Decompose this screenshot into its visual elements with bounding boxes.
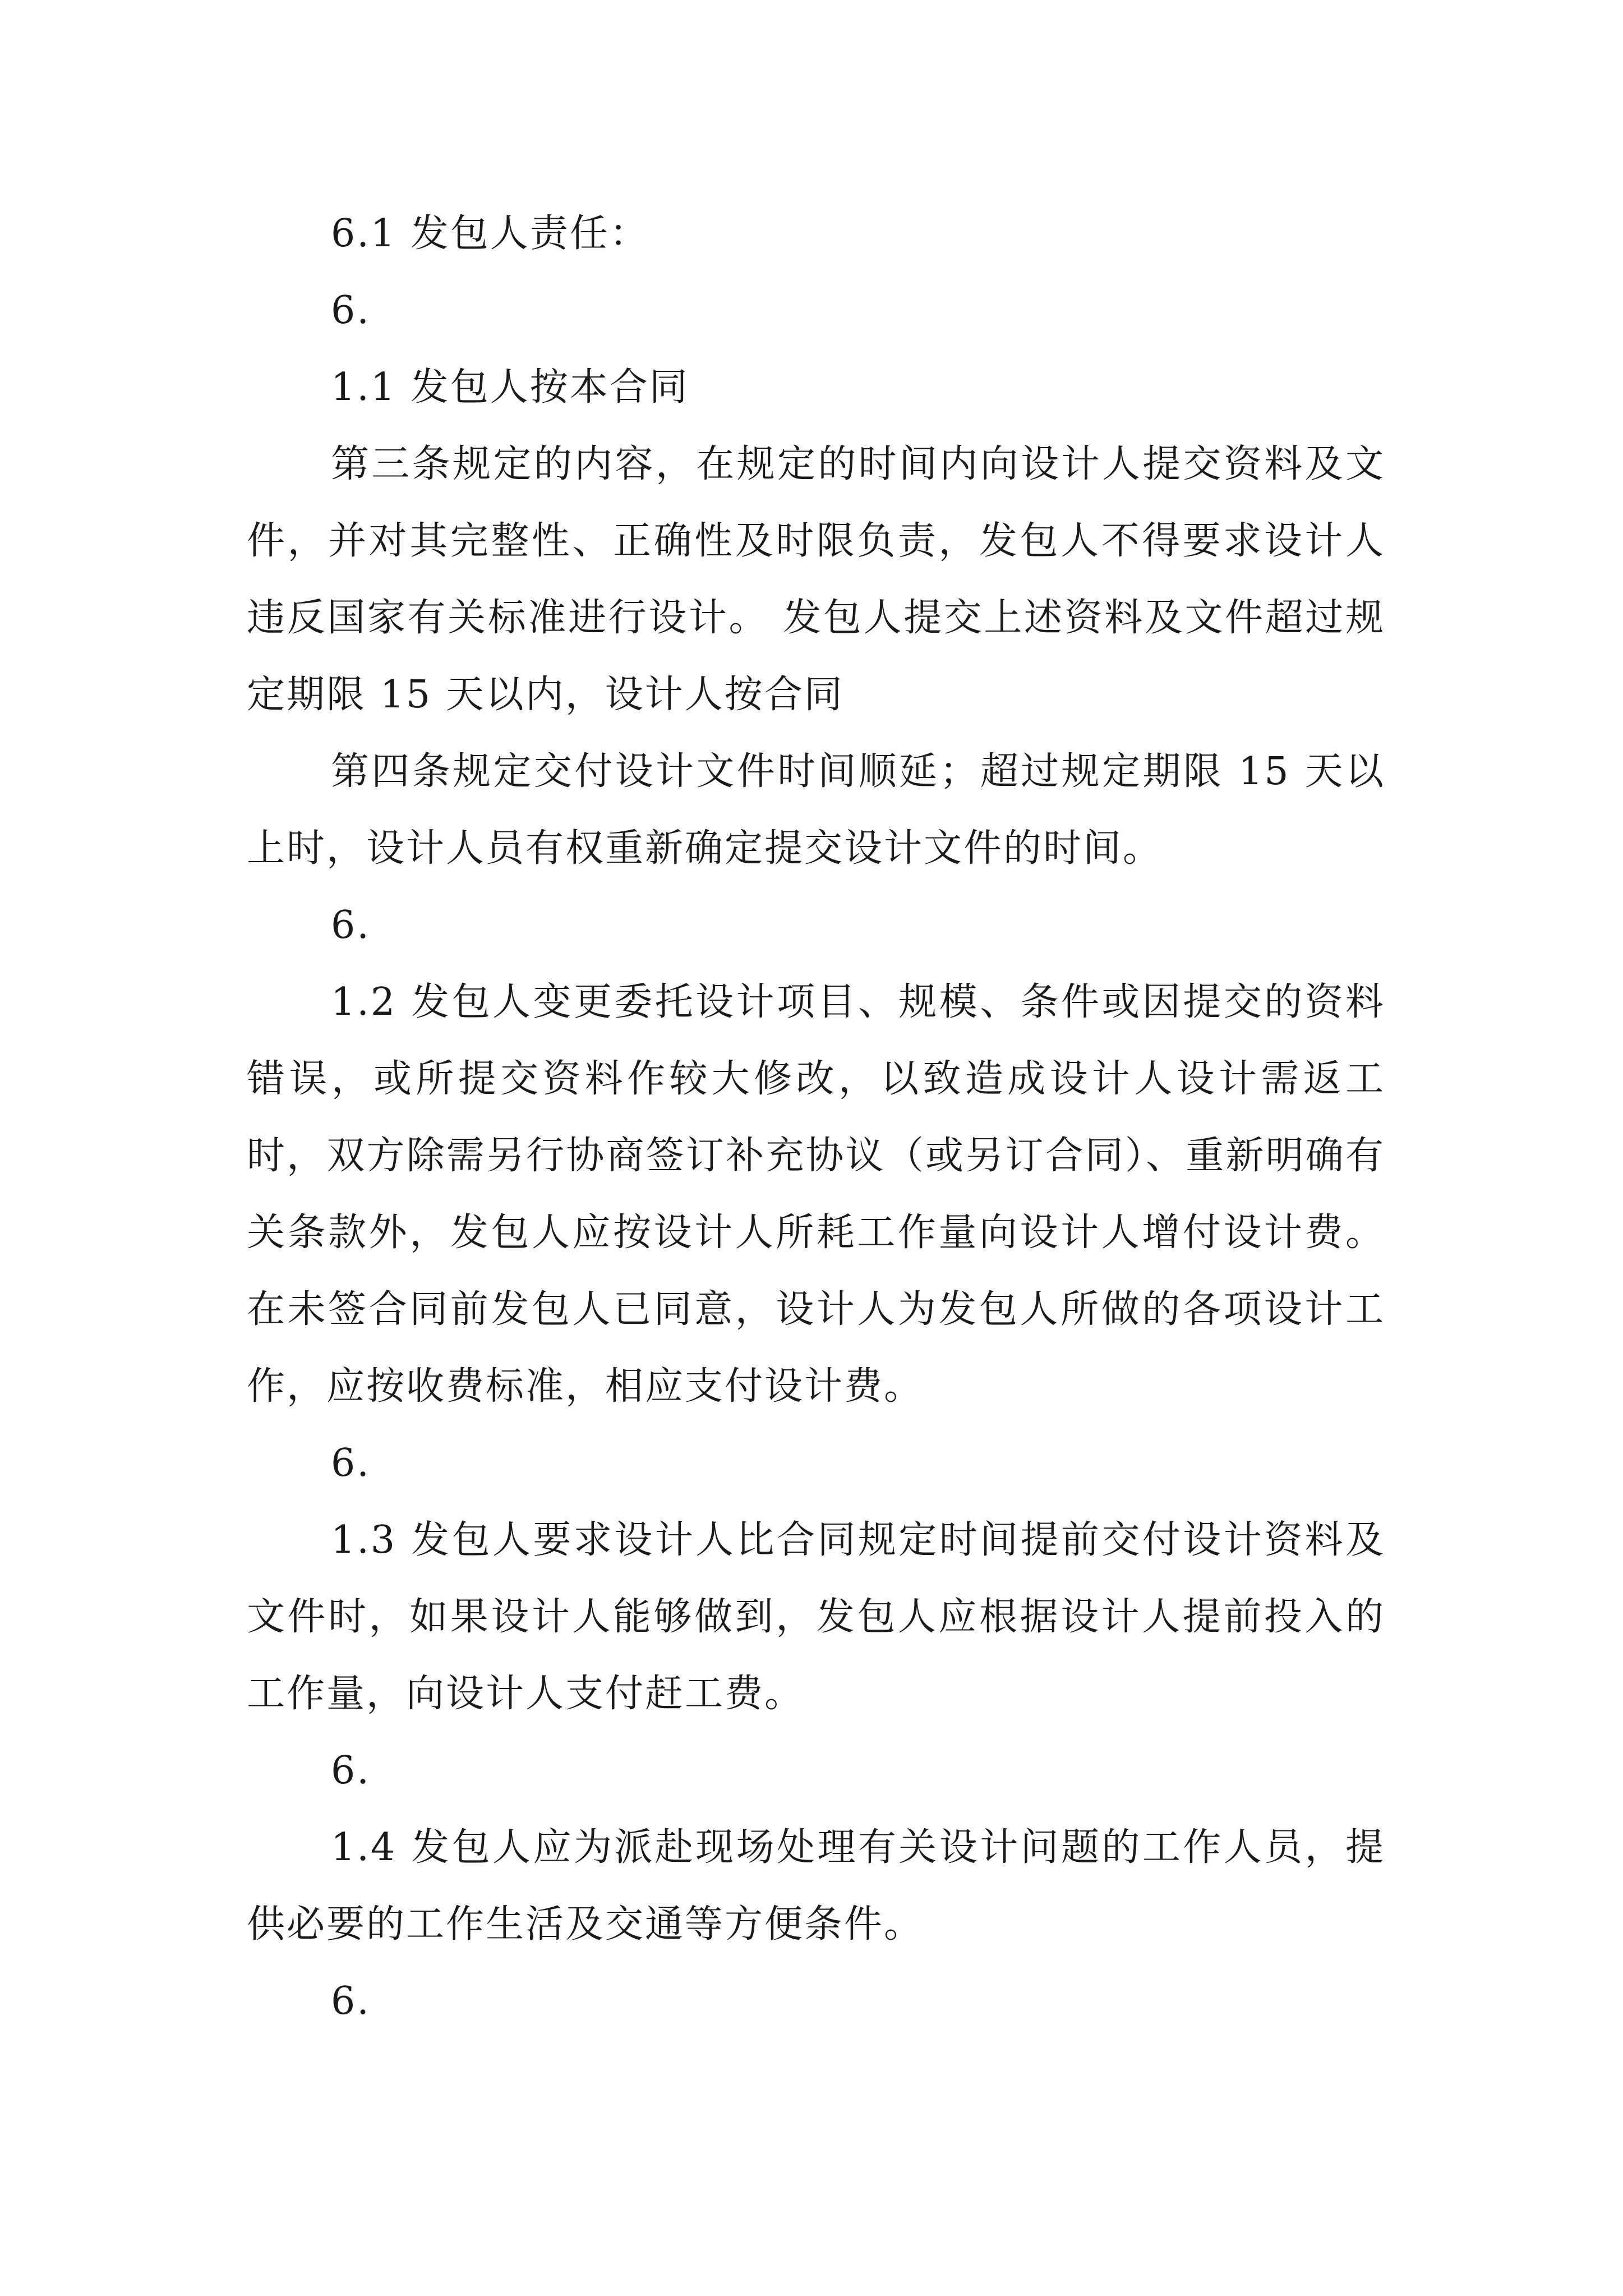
paragraph: 6. <box>331 903 371 947</box>
paragraph: 1.3 发包人要求设计人比合同规定时间提前交付设计资料及文件时，如果设计人能够做到，发包人应根据设计人提前投入的工作量，向设计人支付赶工费。 <box>247 1518 1385 1716</box>
document-body <box>247 195 1399 2040</box>
paragraph: 1.2 发包人变更委托设计项目、规模、条件或因提交的资料错误，或所提交资料作较大修改，以致造成设计人设计需返工时，双方除需另行协商签订补充协议（或另订合同）、重新明确有关条款外，发包人应按设计人所耗工作量向设计人增付设计费。 在未签合同前发包人已同意，设计人为发包人所做的各项设计工作，应按收费标准，相应支付设计费。 <box>247 980 1399 1409</box>
paragraph: 1.4 发包人应为派赴现场处理有关设计问题的工作人员，提供必要的工作生活及交通等方便条件。 <box>247 1825 1385 1947</box>
paragraph: 第三条规定的内容，在规定的时间内向设计人提交资料及文件，并对其完整性、正确性及时限负责，发包人不得要求设计人违反国家有关标准进行设计。 发包人提交上述资料及文件超过规定期限 15 天以内，设计人按合同 <box>247 442 1385 717</box>
paragraph: 6. <box>331 1749 371 1793</box>
paragraph: 第四条规定交付设计文件时间顺延；超过规定期限 15 天以上时，设计人员有权重新确定提交设计文件的时间。 <box>247 749 1385 871</box>
paragraph: 6. <box>331 1979 371 2023</box>
paragraph: 1.1 发包人按本合同 <box>331 365 689 409</box>
paragraph: 6. <box>331 1441 371 1485</box>
paragraph: 6. <box>331 288 371 333</box>
section-heading: 6.1 发包人责任： <box>331 211 649 256</box>
